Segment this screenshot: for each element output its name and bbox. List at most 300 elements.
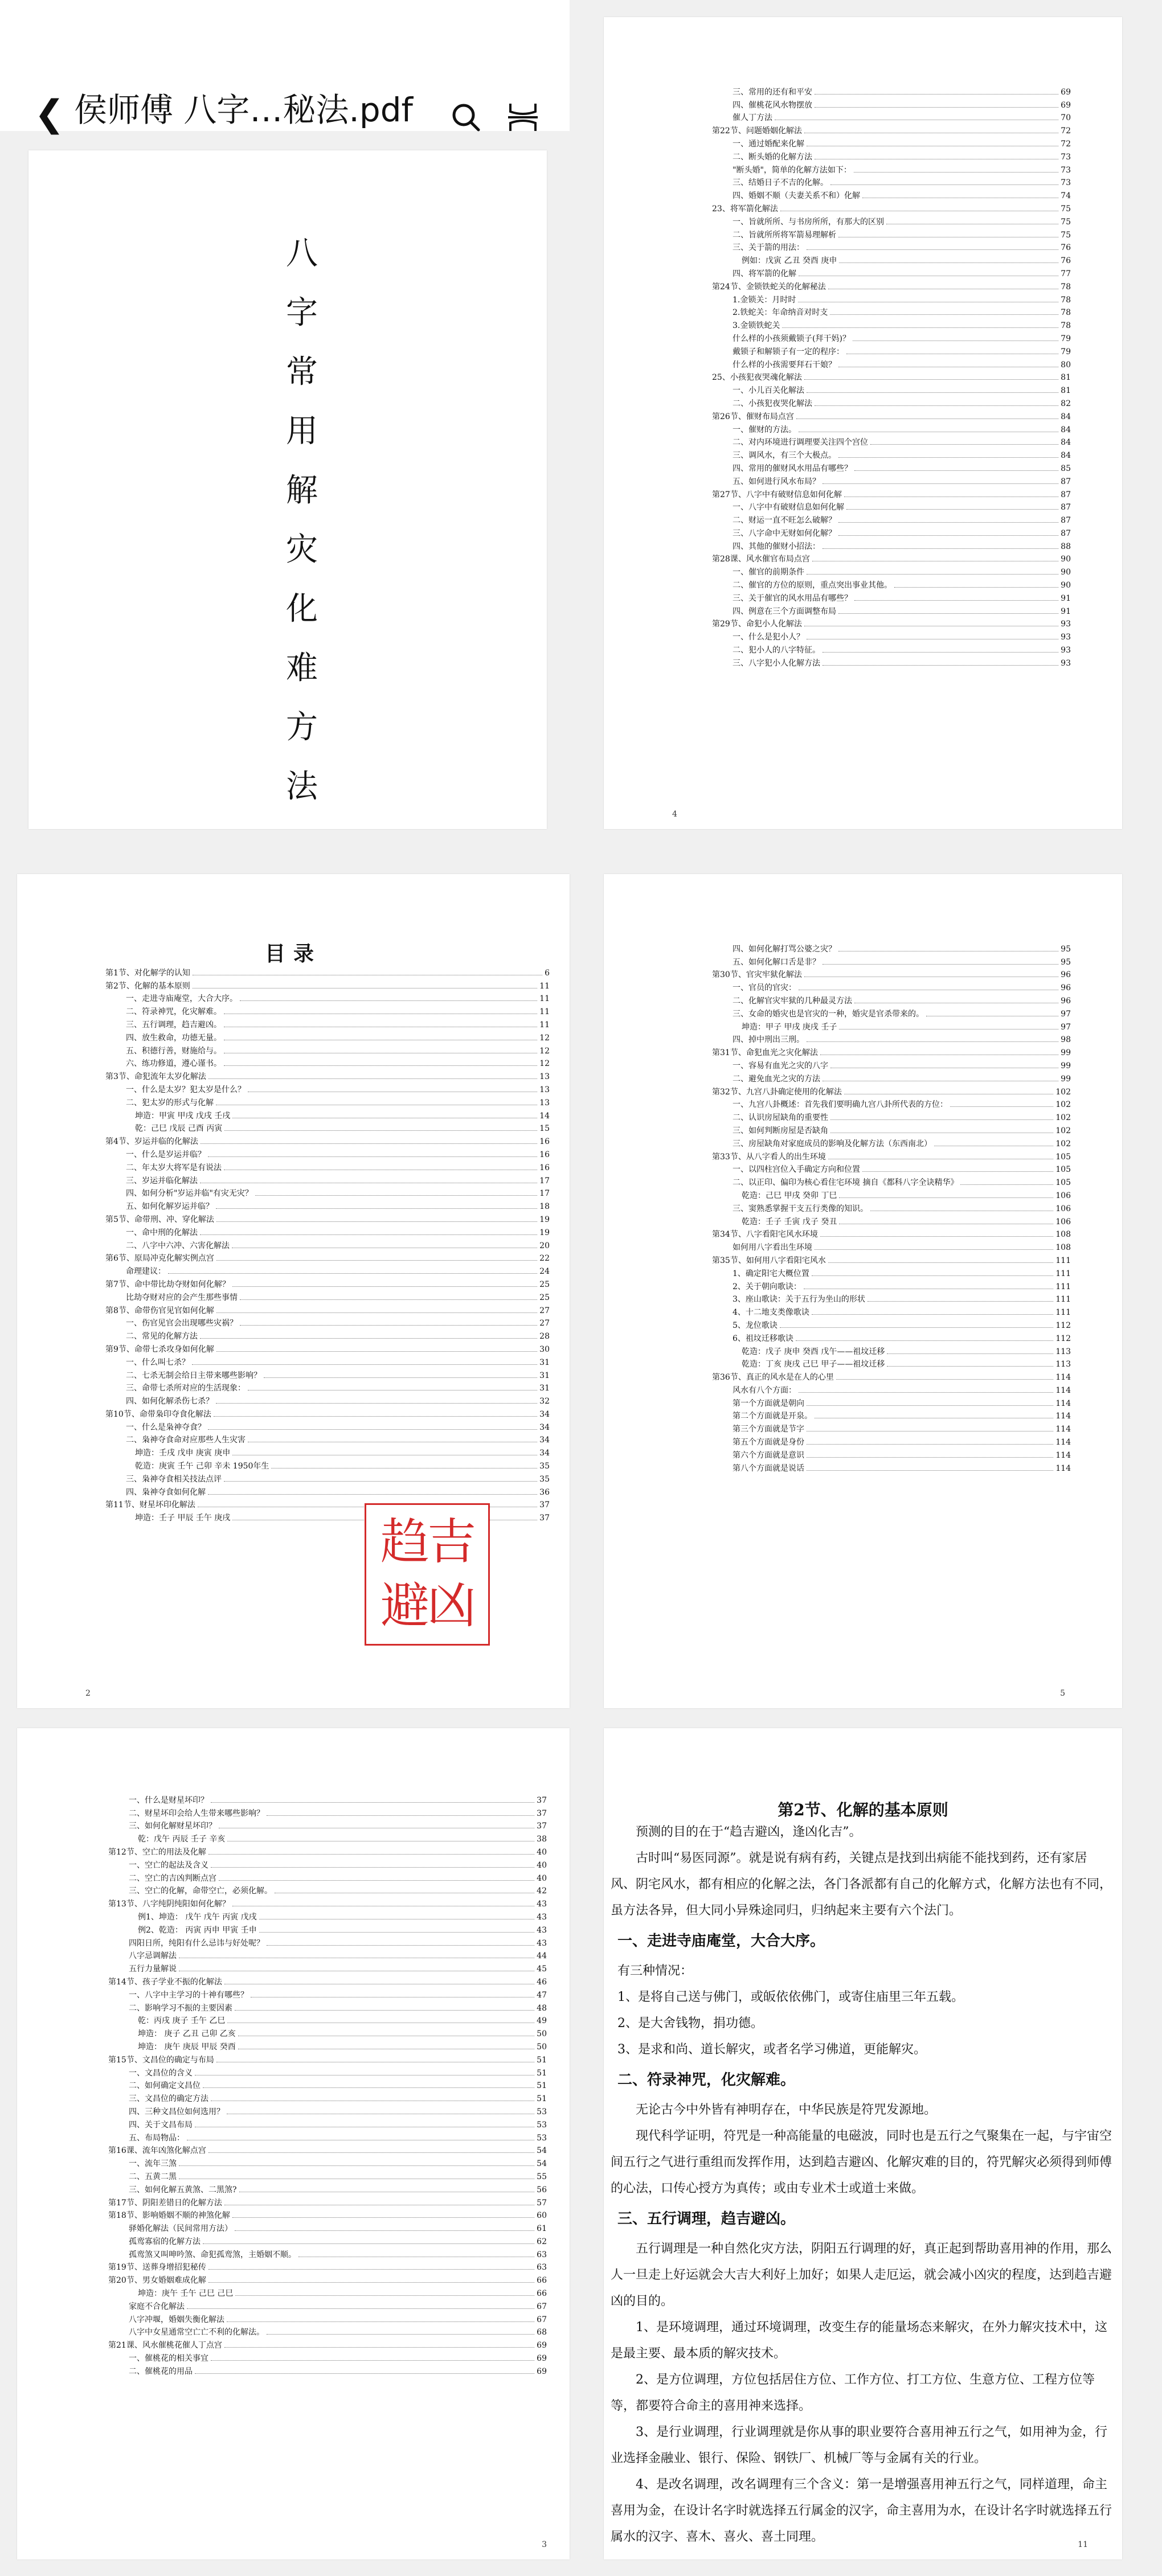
toc-entry[interactable]	[108, 2234, 547, 2247]
toc-entry[interactable]	[108, 1831, 547, 1844]
toc-entry[interactable]	[712, 461, 1071, 474]
toc-entry[interactable]	[712, 1019, 1071, 1032]
toc-entry-title: 第15节、文昌位的确定与布局	[108, 2055, 214, 2065]
toc-entry[interactable]	[105, 1277, 550, 1290]
toc-entry[interactable]	[712, 357, 1071, 370]
toc-entry[interactable]	[105, 1030, 550, 1043]
toc-entry[interactable]	[712, 1421, 1071, 1434]
toc-entry-page: 19	[539, 1215, 550, 1224]
toc-entry[interactable]	[108, 1909, 547, 1922]
toc-entry-page: 34	[539, 1435, 550, 1445]
toc-entry[interactable]	[712, 1084, 1071, 1097]
toc-entry[interactable]	[105, 1225, 550, 1238]
toc-entry-title: 二、犯小人的八字特征。	[733, 646, 820, 655]
toc-entry[interactable]	[108, 1884, 547, 1897]
toc-entry-title: 四、婚姻不顺（夫妻关系不和）化解	[733, 191, 860, 201]
toc-entry[interactable]	[712, 1266, 1071, 1279]
toc-entry[interactable]	[712, 1058, 1071, 1071]
toc-entry[interactable]	[712, 604, 1071, 617]
toc-entry[interactable]	[108, 2026, 547, 2039]
toc-entry-title: 二、认识房屋缺角的重要性	[733, 1113, 828, 1123]
toc-entry-page: 91	[1061, 606, 1071, 616]
toc-entry[interactable]	[105, 1471, 550, 1484]
toc-leader-dots	[224, 2347, 534, 2348]
toc-entry[interactable]	[712, 240, 1071, 253]
toc-entry[interactable]	[105, 1121, 550, 1134]
toc-entry[interactable]	[712, 1369, 1071, 1383]
toc-entry[interactable]	[105, 1342, 550, 1355]
toc-entry[interactable]	[108, 2013, 547, 2027]
expand-icon[interactable]	[507, 101, 539, 133]
toc-entry[interactable]	[105, 1043, 550, 1056]
toc-entry[interactable]	[108, 1961, 547, 1974]
toc-entry[interactable]	[105, 1212, 550, 1225]
toc-entry-page: 28	[539, 1332, 550, 1342]
toc-entry[interactable]	[712, 370, 1071, 383]
toc-entry[interactable]	[712, 655, 1071, 668]
toc-entry[interactable]	[712, 500, 1071, 513]
toc-entry[interactable]	[108, 2364, 547, 2377]
page-number: 11	[1078, 2540, 1088, 2549]
toc-entry[interactable]	[712, 1214, 1071, 1227]
toc-entry-title: 第10节、命带枭印夺食化解法	[105, 1409, 211, 1419]
toc-entry-title: 一、催财的方法。	[733, 425, 796, 434]
toc-entry[interactable]	[712, 84, 1071, 97]
toc-entry[interactable]	[712, 149, 1071, 162]
toc-entry[interactable]	[712, 162, 1071, 175]
toc-leader-dots	[235, 2230, 534, 2231]
toc-entry[interactable]	[108, 1871, 547, 1884]
toc-entry-title: 第9节、命带七杀攻身如何化解	[105, 1344, 214, 1354]
toc-entry[interactable]	[108, 1819, 547, 1832]
toc-entry-page: 99	[1061, 1074, 1071, 1084]
toc-entry[interactable]	[712, 577, 1071, 590]
toc-entry[interactable]	[712, 1305, 1071, 1318]
toc-entry-page: 47	[537, 1990, 547, 2000]
toc-entry-title: 催人丁方法	[733, 113, 772, 123]
toc-entry[interactable]	[712, 344, 1071, 357]
toc-entry[interactable]	[712, 435, 1071, 448]
toc-entry-page: 102	[1055, 1100, 1071, 1110]
toc-entry[interactable]	[105, 965, 550, 978]
toc-entry[interactable]	[712, 188, 1071, 201]
toc-entry-page: 76	[1061, 256, 1071, 266]
toc-entry[interactable]	[712, 227, 1071, 240]
toc-entry-page: 93	[1061, 633, 1071, 642]
toc-entry-title: 坤造：甲子 甲戌 庚戌 壬子	[742, 1022, 837, 1032]
toc-entry[interactable]	[108, 2039, 547, 2052]
toc-entry-page: 34	[539, 1449, 550, 1458]
toc-entry[interactable]	[105, 1134, 550, 1147]
toc-leader-dots	[823, 483, 1058, 484]
toc-entry[interactable]	[105, 1095, 550, 1108]
toc-entry[interactable]	[712, 266, 1071, 279]
toc-entry[interactable]	[712, 954, 1071, 967]
toc-entry[interactable]	[712, 318, 1071, 331]
toc-leader-dots	[796, 1340, 1053, 1341]
toc-entry-page: 113	[1055, 1347, 1071, 1356]
toc-entry[interactable]	[105, 1433, 550, 1446]
toc-leader-dots	[271, 1468, 537, 1469]
toc-entry[interactable]	[712, 305, 1071, 318]
toc-entry[interactable]	[108, 1844, 547, 1857]
toc-entry[interactable]	[108, 2117, 547, 2130]
toc-entry[interactable]	[712, 1318, 1071, 1331]
toc-entry[interactable]	[712, 1279, 1071, 1292]
toc-leader-dots	[240, 1325, 537, 1326]
toc-leader-dots	[807, 1470, 1053, 1471]
toc-entry[interactable]	[105, 1199, 550, 1212]
toc-entry[interactable]	[712, 487, 1071, 500]
section-heading: 第2节、化解的基本原则	[778, 1800, 948, 1819]
toc-entry[interactable]	[712, 1097, 1071, 1110]
toc-entry[interactable]	[105, 1355, 550, 1368]
toc-entry-page: 97	[1061, 1009, 1071, 1019]
toc-entry[interactable]	[108, 2169, 547, 2182]
toc-entry[interactable]	[105, 1420, 550, 1433]
toc-entry-page: 69	[1061, 87, 1071, 97]
toc-entry[interactable]	[712, 1396, 1071, 1409]
toc-entry-page: 37	[537, 1822, 547, 1831]
toc-entry[interactable]	[712, 1006, 1071, 1019]
toc-entry[interactable]	[108, 1949, 547, 1962]
toc-entry-title: 三、命带七杀所对应的生活现象：	[126, 1384, 246, 1393]
toc-entry[interactable]	[712, 590, 1071, 604]
toc-entry[interactable]	[108, 2143, 547, 2156]
toc-entry-page: 46	[537, 1977, 547, 1987]
toc-entry-page: 102	[1055, 1139, 1071, 1148]
toc-entry[interactable]	[712, 448, 1071, 461]
toc-entry[interactable]	[108, 1974, 547, 1987]
toc-entry[interactable]	[108, 2312, 547, 2325]
toc-leader-dots	[887, 1366, 1053, 1367]
toc-entry[interactable]	[105, 1004, 550, 1017]
toc-entry-title: 三、如何化解财星坏印？	[129, 1822, 216, 1831]
toc-entry[interactable]	[712, 552, 1071, 565]
toc-entry[interactable]	[712, 1149, 1071, 1162]
toc-entry[interactable]	[712, 941, 1071, 954]
toc-entry[interactable]	[712, 980, 1071, 993]
page-number: 5	[1060, 1689, 1065, 1698]
toc-entry-page: 111	[1055, 1308, 1071, 1318]
toc-entry-page: 43	[537, 1900, 547, 1909]
toc-entry[interactable]	[712, 1434, 1071, 1447]
toc-entry[interactable]	[712, 292, 1071, 305]
toc-entry[interactable]	[105, 1328, 550, 1342]
toc-entry[interactable]	[105, 1264, 550, 1277]
toc-entry[interactable]	[712, 175, 1071, 188]
toc-entry[interactable]	[712, 993, 1071, 1006]
toc-entry[interactable]	[712, 253, 1071, 266]
toc-entry[interactable]	[105, 1238, 550, 1251]
toc-entry-page: 53	[537, 2133, 547, 2143]
toc-entry-page: 75	[1061, 204, 1071, 214]
toc-entry-page: 82	[1061, 399, 1071, 408]
toc-entry-title: 乾：丙戌 庚子 壬午 乙巳	[138, 2016, 226, 2026]
toc-entry[interactable]	[712, 539, 1071, 552]
toc-entry[interactable]	[108, 2130, 547, 2143]
toc-entry[interactable]	[105, 1381, 550, 1394]
toc-entry[interactable]	[712, 642, 1071, 655]
toc-entry[interactable]	[712, 1032, 1071, 1045]
toc-entry-title: 三、空亡的化解，命带空亡，必须化解。	[129, 1886, 272, 1896]
toc-entry[interactable]	[105, 1445, 550, 1458]
body-text	[611, 1819, 1112, 2550]
toc-entry[interactable]	[105, 1368, 550, 1381]
toc-leader-dots	[807, 574, 1058, 575]
toc-entry[interactable]	[108, 2065, 547, 2078]
toc-entry-page: 37	[539, 1500, 550, 1510]
toc-entry[interactable]	[105, 1186, 550, 1199]
toc-leader-dots	[203, 2243, 534, 2244]
toc-entry[interactable]	[108, 2156, 547, 2169]
toc-entry[interactable]	[712, 110, 1071, 124]
toc-entry-title: 一、以四柱宫位入手确定方向和位置	[733, 1165, 860, 1175]
toc-entry-title: 一、什么是太岁？犯太岁是什么？	[126, 1085, 246, 1094]
toc-entry-title: 三、枭神夺食相关技法点评	[126, 1474, 222, 1484]
toc-entry-title: 第一个方面就是朝向	[733, 1398, 804, 1408]
toc-entry-title: 四、放生救命，功德无量。	[126, 1033, 222, 1043]
toc-entry[interactable]	[105, 1082, 550, 1095]
toc-entry[interactable]	[108, 2221, 547, 2234]
toc-entry-title: 第26节、催财布局点宫	[712, 412, 794, 421]
toc-entry[interactable]	[105, 1303, 550, 1316]
toc-entry-page: 27	[539, 1319, 550, 1328]
toc-entry[interactable]	[105, 1160, 550, 1173]
subheading: 二、符录神咒，化灾解难。	[617, 2072, 796, 2089]
toc-entry[interactable]	[712, 629, 1071, 642]
toc-leader-dots	[201, 1143, 537, 1144]
toc-entry[interactable]	[712, 201, 1071, 214]
toc-entry-page: 6	[545, 968, 550, 978]
cover-title-char: 难	[286, 650, 318, 687]
toc-entry-title: 一、八字中主学习的十神有哪些？	[129, 1990, 248, 2000]
search-icon[interactable]	[450, 101, 482, 133]
toc-entry[interactable]	[712, 617, 1071, 630]
toc-entry[interactable]	[108, 2078, 547, 2091]
toc-entry[interactable]	[712, 1227, 1071, 1240]
toc-entry-title: 二、催官的方位的原则，重点突出事业其他。	[733, 581, 892, 590]
toc-entry-page: 78	[1061, 282, 1071, 292]
toc-entry-page: 102	[1055, 1126, 1071, 1135]
toc-entry[interactable]	[108, 2260, 547, 2273]
toc-entry[interactable]	[105, 1147, 550, 1160]
toc-entry-page: 48	[537, 2003, 547, 2013]
toc-entry[interactable]	[108, 2337, 547, 2351]
toc-entry[interactable]	[712, 1292, 1071, 1305]
toc-entry[interactable]	[712, 1175, 1071, 1188]
toc-entry-page: 88	[1061, 542, 1071, 551]
app-header	[0, 0, 570, 135]
paragraph: 1、是环境调理，通过环境调理，改变生存的能量场态来解灾，在外力解灾技术中，这是最主要、最本质的解灾技术。	[611, 2320, 1107, 2361]
toc-entry-title: 二、对内环境进行调理要关注四个宫位	[733, 438, 868, 448]
toc-entry[interactable]	[105, 1484, 550, 1498]
toc-entry[interactable]	[712, 564, 1071, 577]
toc-entry-title: 三、如何化解五黄煞、二黑煞?	[129, 2185, 237, 2194]
toc-entry-page: 111	[1055, 1282, 1071, 1291]
toc-entry[interactable]	[105, 1406, 550, 1420]
toc-entry[interactable]	[108, 2325, 547, 2338]
toc-entry-title: 一、伤官见官会出现哪些灾祸？	[126, 1319, 238, 1328]
toc-entry-title: 比劫夺财对应的会产生那些事情	[126, 1293, 238, 1302]
toc-entry-title: 乾造：庚寅 壬午 己卯 辛未 1950年生	[135, 1462, 269, 1471]
toc-entry[interactable]	[712, 1253, 1071, 1266]
toc-entry[interactable]	[712, 396, 1071, 409]
toc-entry[interactable]	[105, 1316, 550, 1329]
toc-entry-page: 111	[1055, 1256, 1071, 1265]
toc-entry[interactable]	[712, 97, 1071, 110]
toc-entry[interactable]	[712, 123, 1071, 136]
toc-entry-page: 105	[1055, 1165, 1071, 1175]
toc-entry-page: 35	[539, 1462, 550, 1471]
toc-entry[interactable]	[108, 2104, 547, 2117]
toc-entry-page: 25	[539, 1279, 550, 1289]
toc-entry[interactable]	[105, 978, 550, 991]
toc-entry[interactable]	[712, 474, 1071, 487]
toc-entry[interactable]	[108, 2351, 547, 2364]
toc-leader-dots	[208, 1078, 537, 1079]
toc-entry-page: 98	[1061, 1035, 1071, 1045]
toc-entry[interactable]	[712, 1447, 1071, 1461]
toc-entry[interactable]	[712, 409, 1071, 422]
toc-entry-page: 44	[537, 1951, 547, 1961]
toc-entry-title: 一、文昌位的含义	[129, 2068, 193, 2078]
toc-entry[interactable]	[108, 1935, 547, 1949]
toc-entry[interactable]	[108, 2286, 547, 2299]
toc-entry[interactable]	[712, 1110, 1071, 1123]
toc-entry-page: 53	[537, 2120, 547, 2130]
toc-entry[interactable]	[108, 1922, 547, 1935]
toc-entry[interactable]	[108, 2195, 547, 2208]
toc-entry[interactable]	[108, 1792, 547, 1806]
toc-entry[interactable]	[108, 2299, 547, 2312]
toc-leader-dots	[232, 2217, 534, 2218]
toc-entry[interactable]	[712, 422, 1071, 435]
paragraph: 古时叫“易医同源”。就是说有病有药，关键点是找到出病能不能找到药，还有家居风、阴宅风水，都有相应的化解之法，各门各派都有自己的化解方式，化解方法也有不同，虽方法各异，但大同小异殊途同归，归纳起来主要有六个法门。	[611, 1851, 1112, 1918]
toc-entry[interactable]	[108, 1987, 547, 2000]
toc-entry[interactable]	[712, 1409, 1071, 1422]
toc-entry-title: 第12节、空亡的用法及化解	[108, 1847, 206, 1857]
toc-entry-page: 31	[539, 1357, 550, 1367]
toc-entry[interactable]	[105, 1056, 550, 1069]
toc-entry[interactable]	[712, 1461, 1071, 1474]
toc-entry-page: 75	[1061, 230, 1071, 240]
toc-entry[interactable]	[108, 2052, 547, 2065]
toc-entry[interactable]	[712, 1071, 1071, 1084]
toc-leader-dots	[846, 509, 1058, 510]
toc-entry-title: 四、例意在三个方面调整布局	[733, 606, 836, 616]
toc-leader-dots	[854, 470, 1058, 471]
toc-entry[interactable]	[105, 1017, 550, 1030]
toc-entry[interactable]	[108, 2000, 547, 2013]
toc-entry-title: 坤造：甲寅 甲戌 戊戌 壬戌	[135, 1111, 231, 1121]
toc-entry[interactable]	[712, 1331, 1071, 1344]
toc-entry[interactable]	[712, 1201, 1071, 1214]
toc-entry[interactable]	[108, 2091, 547, 2104]
toc-entry[interactable]	[712, 512, 1071, 526]
toc-entry[interactable]	[108, 2208, 547, 2221]
toc-entry[interactable]	[712, 1123, 1071, 1136]
toc-entry[interactable]	[108, 2247, 547, 2260]
page-number: 4	[672, 810, 677, 819]
toc-entry-page: 111	[1055, 1295, 1071, 1305]
toc-entry[interactable]	[712, 279, 1071, 292]
toc-entry[interactable]	[108, 1857, 547, 1871]
toc-entry-page: 96	[1061, 996, 1071, 1006]
toc-entry[interactable]	[105, 1290, 550, 1303]
toc-entry[interactable]	[712, 383, 1071, 396]
toc-entry[interactable]	[105, 1108, 550, 1121]
toc-entry-title: 二、七杀无制会给日主带来哪些影响？	[126, 1371, 261, 1380]
toc-entry[interactable]	[712, 136, 1071, 149]
toc-leader-dots	[812, 1314, 1053, 1315]
cover-title-char: 法	[286, 768, 318, 805]
toc-entry[interactable]	[712, 1240, 1071, 1253]
toc-entry-title: 二、八字中六冲、六害化解法	[126, 1241, 230, 1250]
toc-entry[interactable]	[712, 1045, 1071, 1058]
toc-entry-page: 81	[1061, 386, 1071, 396]
toc-entry[interactable]	[105, 1069, 550, 1082]
toc-entry-page: 31	[539, 1371, 550, 1380]
toc-entry-title: 戴锁子和解锁子有一定的程序：	[733, 347, 844, 356]
chevron-left-icon[interactable]: ❮	[34, 93, 65, 135]
toc-entry[interactable]	[108, 1806, 547, 1819]
toc-entry-title: 坤造：壬子 甲辰 壬午 庚戌	[135, 1513, 231, 1523]
toc-leader-dots	[815, 1249, 1053, 1250]
toc-leader-dots	[823, 548, 1058, 549]
toc-leader-dots	[815, 107, 1058, 108]
toc-leader-dots	[823, 964, 1058, 965]
toc-entry-page: 67	[537, 2315, 547, 2324]
toc-entry-page: 105	[1055, 1152, 1071, 1162]
toc-entry-title: 第5节、命带刑、冲、穿化解法	[105, 1215, 214, 1224]
toc-entry[interactable]	[712, 331, 1071, 344]
toc-entry[interactable]	[712, 1344, 1071, 1357]
toc-entry-page: 90	[1061, 581, 1071, 590]
toc-entry[interactable]	[108, 2182, 547, 2195]
toc-entry-title: 四、其他的催财小招法：	[733, 542, 820, 551]
toc-entry[interactable]	[712, 214, 1071, 227]
toc-entry-title: 一、催桃花的相关事宜	[129, 2354, 208, 2364]
toc-entry[interactable]	[105, 991, 550, 1004]
toc-leader-dots	[815, 405, 1058, 406]
toc-entry-page: 43	[537, 1912, 547, 1922]
toc-entry-page: 56	[537, 2185, 547, 2194]
toc-entry[interactable]	[108, 2273, 547, 2286]
toc-entry-page: 66	[537, 2276, 547, 2286]
paragraph: 3、是行业调理，行业调理就是你从事的职业要符合喜用神五行之气，如用神为金，行业选择金融业、银行、保险、钢铁厂、机械厂等与金属有关的行业。	[611, 2425, 1107, 2466]
toc-entry-page: 99	[1061, 1061, 1071, 1070]
toc-entry[interactable]	[712, 526, 1071, 539]
toc-entry[interactable]	[712, 1357, 1071, 1370]
toc-entry[interactable]	[108, 1896, 547, 1909]
toc-entry-page: 13	[539, 1085, 550, 1094]
toc-entry[interactable]	[105, 1251, 550, 1264]
toc-entry[interactable]	[105, 1173, 550, 1186]
toc-entry[interactable]	[712, 1162, 1071, 1175]
toc-entry-title: 一、催官的前期条件	[733, 568, 804, 577]
toc-entry[interactable]	[712, 1383, 1071, 1396]
toc-entry[interactable]	[105, 1393, 550, 1406]
toc-entry[interactable]	[712, 967, 1071, 981]
toc-entry[interactable]	[712, 1136, 1071, 1149]
toc-leader-dots	[195, 2373, 534, 2374]
toc-entry-title: 第13节、八字纯阴纯阳如何化解？	[108, 1900, 230, 1909]
toc-entry[interactable]	[105, 1458, 550, 1471]
toc-leader-dots	[838, 457, 1058, 458]
paragraph: 4、是改名调理，改名调理有三个含义：第一是增强喜用神五行之气，同样道理，命主喜用为金，在设计名字时就选择五行属金的汉字，命主喜用为水，在设计名字时就选择五行属水的汉字、喜木、喜火、喜土同理。	[611, 2477, 1112, 2544]
toc-entry[interactable]	[712, 1188, 1071, 1201]
